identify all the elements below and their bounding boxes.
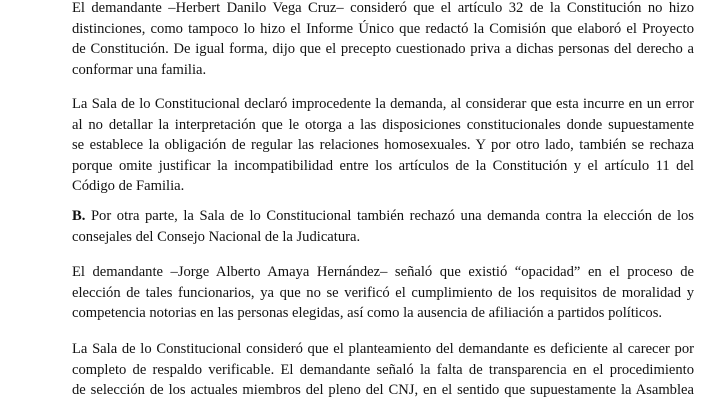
text-line: elección de tales funcionarios, ya que no se verificó el cumplimiento de los requisitos de moralidad y bbox=[72, 284, 694, 301]
paragraph-4 bbox=[72, 262, 694, 324]
text-line: competencia notorias en las personas elegidas, así como la ausencia de afiliación a partidos políticos. bbox=[72, 305, 663, 321]
text-line: de selección de los actuales miembros del pleno del CNJ, en el sentido que supuestamente la Asamblea bbox=[72, 382, 694, 398]
text-line: Código de Familia. bbox=[72, 178, 185, 194]
text-line: porque omite justificar la incompatibilidad entre los artículos de la Constitución y el artículo 11 del bbox=[72, 157, 694, 174]
text-line: consejales del Consejo Nacional de la Judicatura. bbox=[72, 228, 361, 245]
paragraph-2 bbox=[72, 94, 694, 197]
text-fragment: Por otra parte, la Sala de lo Constitucional también rechazó una demanda contra la elección de los bbox=[85, 208, 694, 224]
text-line: El demandante –Jorge Alberto Amaya Hernández– señaló que existió “opacidad” en el proceso de bbox=[72, 264, 694, 280]
text-line bbox=[72, 206, 694, 227]
paragraph-1 bbox=[72, 0, 694, 80]
text-line: se establece la obligación de regular las relaciones homosexuales. Y por otro lado, también se rechaza bbox=[72, 137, 694, 153]
text-line: al no detallar la interpretación que le otorga a las disposiciones constitucionales donde supuestamente bbox=[72, 116, 694, 133]
text-line: de Constitución. De igual forma, dijo que el precepto cuestionado priva a dichas personas del derecho a bbox=[72, 41, 694, 57]
text-line: El demandante –Herbert Danilo Vega Cruz– consideró que el artículo 32 de la Constitución no hizo bbox=[72, 0, 694, 16]
text-line: distinciones, como tampoco lo hizo el Informe Único que redactó la Comisión que elaboró el Proyecto bbox=[72, 20, 694, 37]
paragraph-section-b bbox=[72, 206, 694, 247]
text-line: completo de respaldo verificable. El demandante señaló la falta de transparencia en el procedimiento bbox=[72, 361, 694, 378]
section-label: B. bbox=[72, 208, 86, 224]
paragraph-5 bbox=[72, 339, 694, 400]
text-line: conformar una familia. bbox=[72, 61, 207, 78]
text-line: La Sala de lo Constitucional consideró que el planteamiento del demandante es deficiente al carecer por bbox=[72, 341, 694, 357]
text-line: La Sala de lo Constitucional declaró improcedente la demanda, al considerar que esta incurre en un error bbox=[72, 96, 694, 112]
